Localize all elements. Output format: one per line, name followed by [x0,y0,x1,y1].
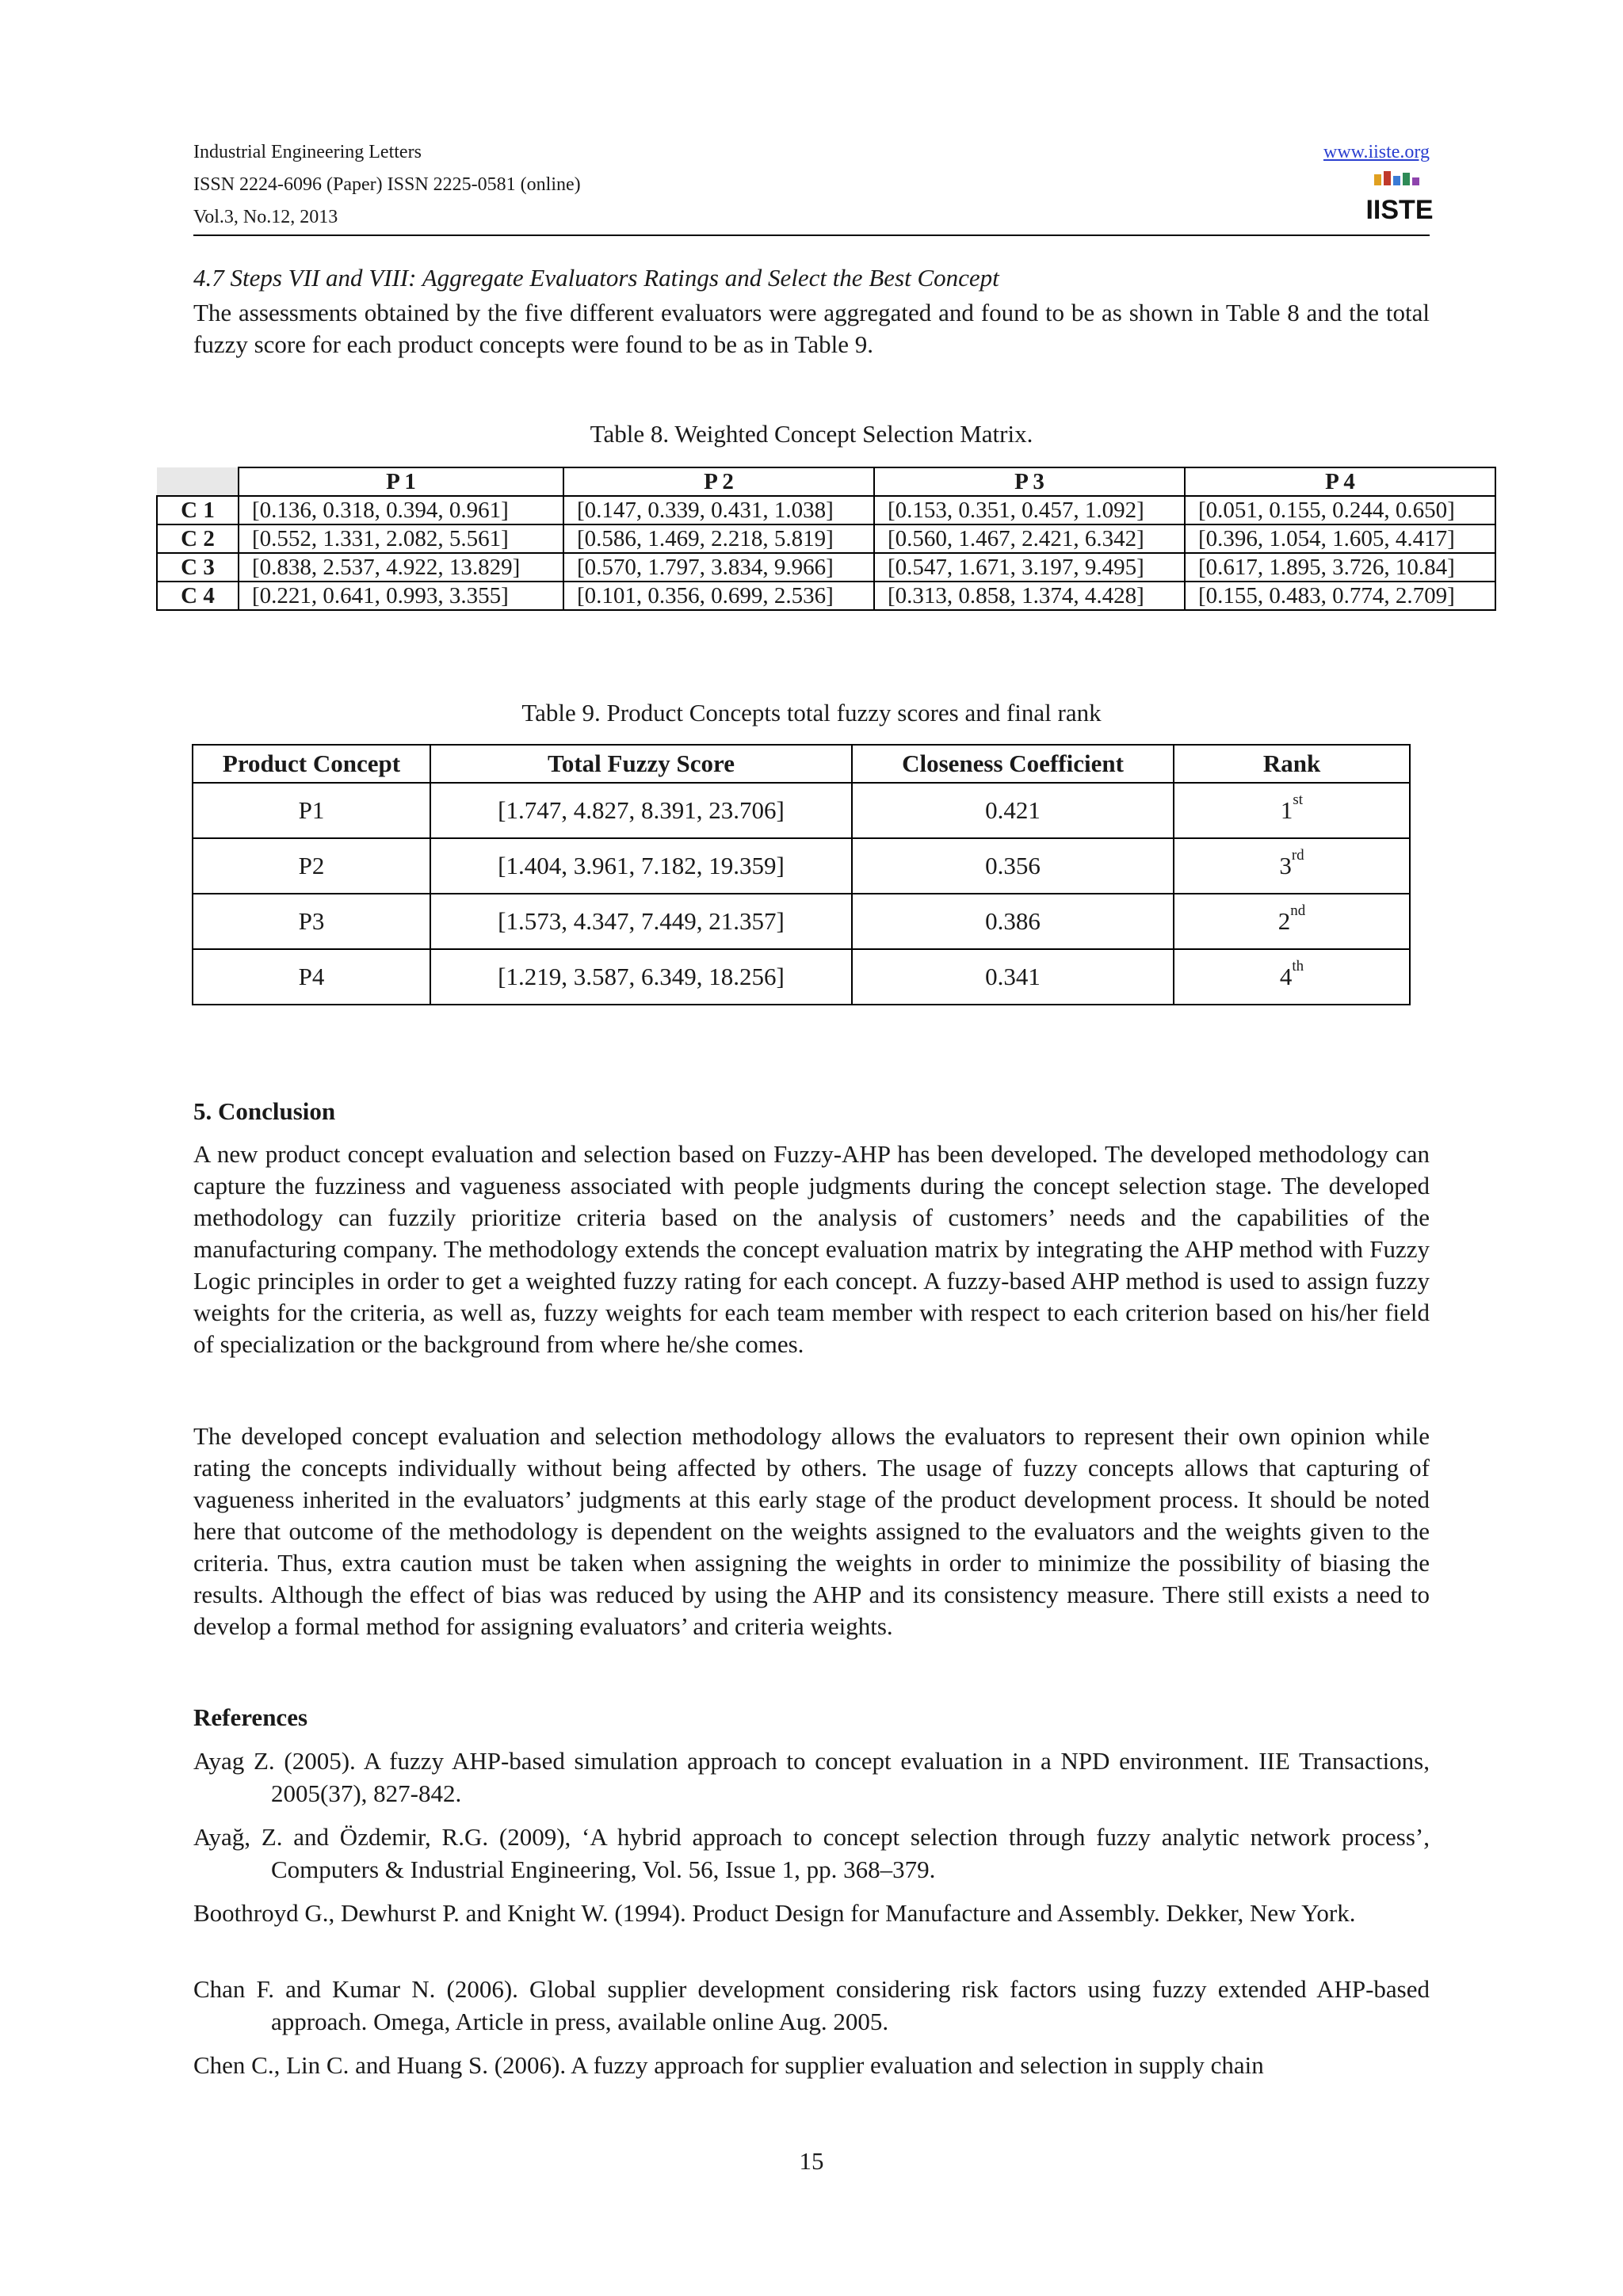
rank-number: 4 [1279,963,1293,990]
conclusion-paragraph-2: The developed concept evaluation and selection methodology allows the evaluators to represent their own opinion while rating the concepts individually without being affected by others. The usage of fuzzy concepts allows that capturing of vagueness inherited in the evaluators’ judgments at this early stage of the product development process. It should be noted here that outcome of the methodology is dependent on the weights assigned to the evaluators and the weights given to the criteria. Thus, extra caution must be taken when assigning the weights in order to minimize the possibility of biasing the results. Although the effect of bias was reduced by using the AHP and its consistency measure. There still exists a need to develop a formal method for assigning evaluators’ and criteria weights. [193,1422,1430,1640]
table8-cell: [0.570, 1.797, 3.834, 9.966] [563,553,874,582]
rank-number: 1 [1280,796,1293,824]
table-row [157,524,1495,553]
table8 [156,467,1496,611]
table9-caption: Table 9. Product Concepts total fuzzy scores and final rank [521,699,1102,727]
table9 [192,744,1411,1005]
table9-col-header: Product Concept [193,745,430,783]
table-row [193,838,1410,894]
section-4-7-title: 4.7 Steps VII and VIII: Aggregate Evaluators Ratings and Select the Best Concept [193,264,999,292]
reference-item: Boothroyd G., Dewhurst P. and Knight W. (1994). Product Design for Manufacture and Assembly. Dekker, New York. [193,1899,1356,1927]
table9-concept: P2 [193,838,430,894]
table9-score: [1.219, 3.587, 6.349, 18.256] [430,949,852,1005]
reference-item: Chan F. and Kumar N. (2006). Global supplier development considering risk factors using fuzzy extended AHP-based approach. Omega, Article in press, available online Aug. 2005. [193,1975,1430,2035]
table8-cell: [0.153, 0.351, 0.457, 1.092] [874,496,1185,524]
table8-cell: [0.838, 2.537, 4.922, 13.829] [239,553,563,582]
table9-rank [1174,894,1410,949]
table9-rank [1174,783,1410,838]
table8-row-label: C 2 [157,524,239,553]
table8-cell: [0.586, 1.469, 2.218, 5.819] [563,524,874,553]
reference-item: Chen C., Lin C. and Huang S. (2006). A fuzzy approach for supplier evaluation and selection in supply chain [193,2051,1264,2079]
journal-url-link[interactable]: www.iiste.org [1323,142,1430,162]
table9-col-header: Rank [1174,745,1410,783]
table8-cell: [0.155, 0.483, 0.774, 2.709] [1185,582,1495,610]
table9-concept: P4 [193,949,430,1005]
journal-volume: Vol.3, No.12, 2013 [193,207,338,227]
table9-cc: 0.421 [852,783,1174,838]
table8-cell: [0.101, 0.356, 0.699, 2.536] [563,582,874,610]
rank-number: 3 [1279,852,1292,879]
table8-cell: [0.396, 1.054, 1.605, 4.417] [1185,524,1495,553]
svg-text:IISTE: IISTE [1365,195,1434,225]
table9-score: [1.573, 4.347, 7.449, 21.357] [430,894,852,949]
table8-cell: [0.051, 0.155, 0.244, 0.650] [1185,496,1495,524]
table9-cc: 0.341 [852,949,1174,1005]
table8-col-header: P 2 [563,467,874,496]
journal-name: Industrial Engineering Letters [193,142,422,162]
table8-cell: [0.617, 1.895, 3.726, 10.84] [1185,553,1495,582]
table8-row-label: C 1 [157,496,239,524]
table9-cc: 0.356 [852,838,1174,894]
table8-cell: [0.547, 1.671, 3.197, 9.495] [874,553,1185,582]
journal-header [193,136,581,234]
table8-col-header: P 4 [1185,467,1495,496]
table9-score: [1.404, 3.961, 7.182, 19.359] [430,838,852,894]
reference-item: Ayag Z. (2005). A fuzzy AHP-based simulation approach to concept evaluation in a NPD environment. IIE Transactions, 2005(37), 827-842. [193,1747,1430,1807]
reference-item: Ayağ, Z. and Özdemir, R.G. (2009), ‘A hybrid approach to concept selection through fuzzy analytic network process’, Computers & Industrial Engineering, Vol. 56, Issue 1, pp. 368–379. [193,1823,1430,1883]
table8-header-row [157,467,1495,496]
header-divider [193,235,1430,236]
table8-col-header: P 1 [239,467,563,496]
table8-cell: [0.313, 0.858, 1.374, 4.428] [874,582,1185,610]
header-right [1323,136,1430,169]
table8-corner [157,467,239,496]
table-row [193,894,1410,949]
table-row [157,496,1495,524]
table8-cell: [0.221, 0.641, 0.993, 3.355] [239,582,563,610]
table8-cell: [0.147, 0.339, 0.431, 1.038] [563,496,874,524]
table8-cell: [0.136, 0.318, 0.394, 0.961] [239,496,563,524]
table-row [193,949,1410,1005]
table8-cell: [0.552, 1.331, 2.082, 5.561] [239,524,563,553]
rank-number: 2 [1277,907,1291,935]
table9-col-header: Total Fuzzy Score [430,745,852,783]
table8-row-label: C 4 [157,582,239,610]
table9-col-header: Closeness Coefficient [852,745,1174,783]
table8-cell: [0.560, 1.467, 2.421, 6.342] [874,524,1185,553]
journal-issn: ISSN 2224-6096 (Paper) ISSN 2225-0581 (online) [193,174,581,195]
section-4-7-text: The assessments obtained by the five different evaluators were aggregated and found to be as shown in Table 8 and the total fuzzy score for each product concepts were found to be as in Table 9. [193,299,1430,358]
table9-cc: 0.386 [852,894,1174,949]
table8-row-label: C 3 [157,553,239,582]
page-number: 15 [799,2147,824,2175]
conclusion-heading: 5. Conclusion [193,1097,336,1125]
table-row [157,553,1495,582]
conclusion-paragraph-1: A new product concept evaluation and selection based on Fuzzy-AHP has been developed. The developed methodology can capture the fuzziness and vagueness associated with people judgments during the concept selection stage. The developed methodology can fuzzily prioritize criteria based on the analysis of customers’ needs and the capabilities of the manufacturing company. The methodology extends the concept evaluation matrix by integrating the AHP method with Fuzzy Logic principles in order to get a weighted fuzzy rating for each concept. A fuzzy-based AHP method is used to assign fuzzy weights for the criteria, as well as, fuzzy weights for each team member with respect to each criterion based on his/her field of specialization or the background from where he/she comes. [193,1140,1430,1358]
table8-col-header: P 3 [874,467,1185,496]
rank-suffix: rd [1291,847,1304,864]
rank-suffix: st [1293,791,1304,808]
table9-score: [1.747, 4.827, 8.391, 23.706] [430,783,852,838]
iiste-logo [1365,170,1434,225]
table-row [157,582,1495,610]
table9-concept: P3 [193,894,430,949]
references-heading: References [193,1703,308,1731]
table9-concept: P1 [193,783,430,838]
table9-rank [1174,838,1410,894]
table9-header-row [193,745,1410,783]
table-row [193,783,1410,838]
table9-rank [1174,949,1410,1005]
rank-suffix: th [1292,958,1304,974]
table8-caption: Table 8. Weighted Concept Selection Matrix. [590,420,1033,448]
rank-suffix: nd [1290,902,1306,919]
